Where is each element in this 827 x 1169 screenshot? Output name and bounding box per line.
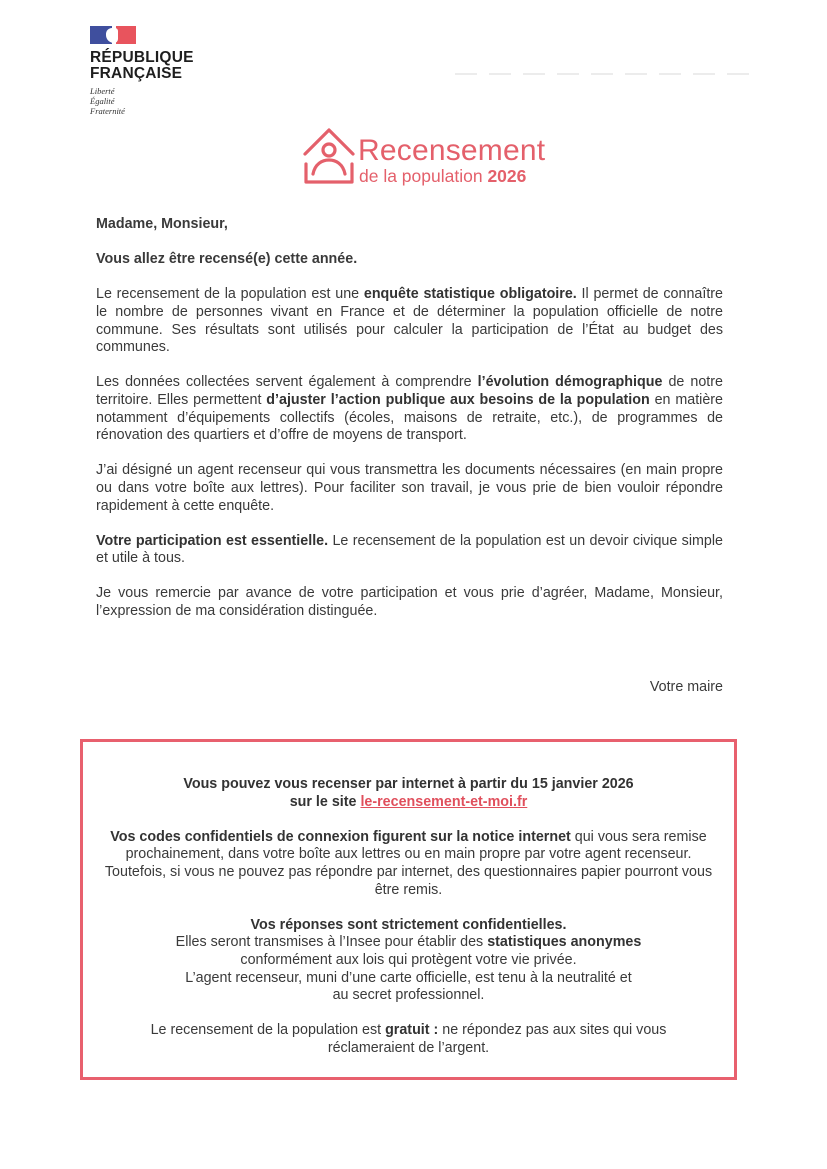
info-box <box>80 739 737 1080</box>
free-notice: Le recensement de la population est gratuit : ne répondez pas aux sites qui vous réclameraient de l’argent. <box>150 1022 667 1056</box>
signature: Votre maire <box>649 679 723 695</box>
internet-notice: Vous pouvez vous recenser par internet à partir du 15 janvier 2026 sur le site le-recensement-et-moi.fr <box>183 776 634 810</box>
paragraph-obligatoire: Le recensement de la population est une enquête statistique obligatoire. Il permet de connaître le nombre de personnes vivant en France et de déterminer la population officielle de notre commune. Ses résultats sont utilisés pour calculer la participation de l’État au budget des communes. <box>96 286 724 356</box>
paragraph-donnees: Les données collectées servent également à comprendre l’évolution démographique de notre territoire. Elles permettent d’ajuster l’action publique aux besoins de la population en matière notamment d’équipements collectifs (écoles, maisons de retraite, etc.), de programmes de rénovation des quartiers et d’offre de moyens de transport. <box>96 374 724 444</box>
marianne-flag-icon <box>90 26 136 44</box>
codes-notice: Vos codes confidentiels de connexion figurent sur la notice internet qui vous sera remise prochainement, dans votre boîte aux lettres ou en main propre par votre agent recenseur. Toutefois, si vous ne pouvez pas répondre par internet, des questionnaires papier pourront vous être remis. <box>104 828 713 898</box>
logo-year: 2026 <box>487 166 527 186</box>
confidentiality-notice: Vos réponses sont strictement confidentielles. Elles seront transmises à l’Insee pour établir des statistiques anonymes conformément aux lois qui protègent votre vie privée. L’agent recenseur, muni d’une carte officielle, est tenu à la neutralité et au secret professionnel. <box>175 916 642 1004</box>
info-box-content <box>83 776 734 1075</box>
logo-subtitle: de la population 2026 <box>359 166 527 186</box>
paragraph-agent: J’ai désigné un agent recenseur qui vous transmettra les documents nécessaires (en main propre ou dans votre boîte aux lettres). Pour faciliter son travail, je vous prie de bien vouloir répondre rapidement à cette enquête. <box>96 462 723 514</box>
salutation: Madame, Monsieur, <box>96 216 228 232</box>
lead-sentence: Vous allez être recensé(e) cette année. <box>96 251 358 268</box>
paragraph-closing: Je vous remercie par avance de votre participation et vous prie d’agréer, Madame, Monsieur, l’expression de ma considération distinguée. <box>96 585 723 620</box>
republique-francaise-name: RÉPUBLIQUE FRANÇAISE <box>90 49 194 82</box>
faint-scan-artifact <box>455 73 760 75</box>
republique-francaise-logo <box>90 26 194 116</box>
census-website-link[interactable]: le-recensement-et-moi.fr <box>360 793 528 810</box>
paragraph-participation: Votre participation est essentielle. Le recensement de la population est un devoir civique simple et utile à tous. <box>96 532 723 567</box>
letter-body <box>96 216 723 638</box>
logo-title: Recensement <box>358 134 546 167</box>
republic-motto: Liberté Égalité Fraternité <box>90 86 125 116</box>
house-person-icon <box>302 124 356 186</box>
recensement-logo <box>302 124 562 190</box>
